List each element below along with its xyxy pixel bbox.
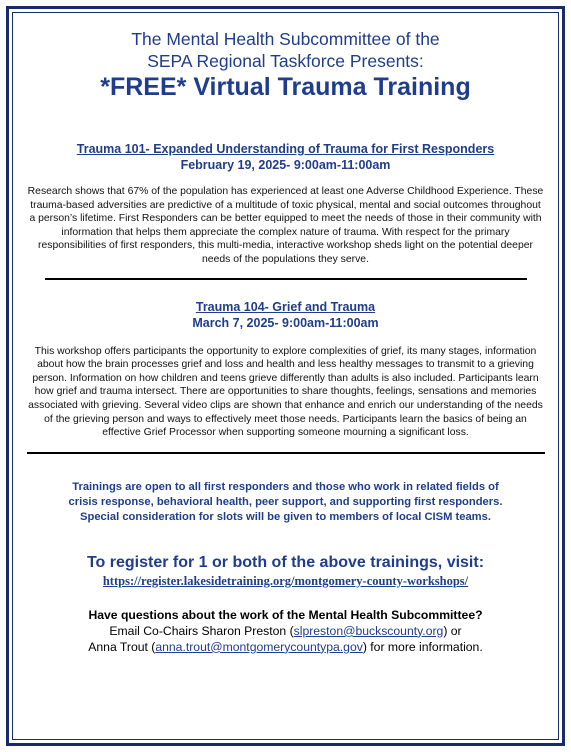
email-link-preston[interactable]: slpreston@buckscounty.org [293, 623, 444, 638]
contact-line-2 [22, 639, 549, 655]
section-2-description: This workshop offers participants the opportunity to explore complexities of grief, its many stages, information about how the brain processes grief and loss and health and less healthy messages to transmit to a grieving person. Information on how children and teens grieve differently than adults is also included. Participants learn how grief and trauma intersect. There are opportunities to share thoughts, feelings, sensations and memories associated with grieving. Several video clips are shown that enhance and enrich our understanding of the needs of the grieving person and ways to effectively meet those needs. Participants learn the basics of being an effective Grief Processor when supporting someone mourning a significant loss. [28, 345, 543, 439]
contact-line-1 [22, 623, 549, 639]
section-1-description: Research shows that 67% of the population has experienced at least one Adverse Childhood Experience. These trauma-based adversities are predictive of a multitude of toxic physical, mental and social outcomes throughout a person’s lifetime. First Responders can be better equipped to meet the needs of those in their community with information that helps them appreciate the complex nature of trauma. With respect for the primary responsibilities of first responders, this multi-media, interactive workshop sheds light on the potential deeper needs of the populations they serve. [27, 186, 544, 265]
contact-line-1-prefix: Email Co-Chairs Sharon Preston ( [109, 623, 294, 638]
contact-line-1-suffix: ) or [443, 623, 462, 638]
page-title: *FREE* Virtual Trauma Training [100, 73, 471, 101]
register-link[interactable]: https://register.lakesidetraining.org/montgomery-county-workshops/ [102, 573, 469, 588]
eligibility-line-1: Trainings are open to all first responders and those who work in related fields of [72, 480, 499, 493]
section-1-title: Trauma 101- Expanded Understanding of Trauma for First Responders [76, 142, 495, 156]
contact-question: Have questions about the work of the Mental Health Subcommittee? [88, 607, 483, 622]
section-2-date: March 7, 2025- 9:00am-11:00am [192, 315, 379, 330]
section-2-title: Trauma 104- Grief and Trauma [195, 299, 376, 314]
header-line-1: The Mental Health Subcommittee of the [131, 29, 440, 49]
eligibility-line-3: Special consideration for slots will be given to members of local CISM teams. [80, 510, 491, 523]
header-line-2: SEPA Regional Taskforce Presents: [147, 51, 424, 71]
section-1-date: February 19, 2025- 9:00am-11:00am [180, 158, 391, 172]
register-heading: To register for 1 or both of the above trainings, visit: [86, 553, 485, 571]
eligibility-line-2: crisis response, behavioral health, peer support, and supporting first responders. [68, 495, 503, 508]
email-link-trout[interactable]: anna.trout@montgomerycountypa.gov [155, 639, 363, 654]
contact-line-2-prefix: Anna Trout ( [88, 639, 156, 654]
contact-line-2-suffix: ) for more information. [362, 639, 483, 654]
flyer-content [22, 28, 549, 655]
